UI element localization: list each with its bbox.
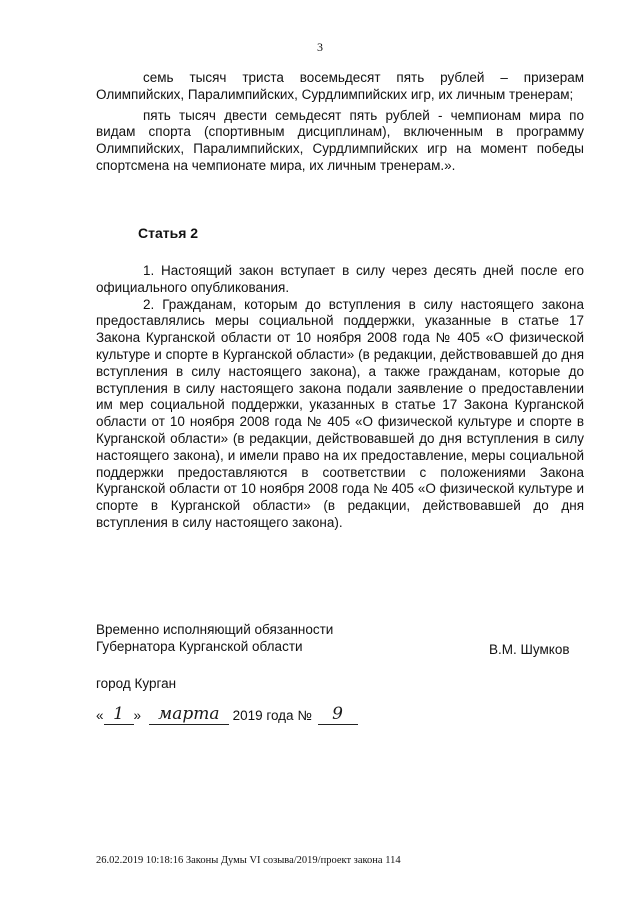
- date-month-handwritten: марта: [158, 704, 220, 724]
- article-paragraph-1: 1. Настоящий закон вступает в силу через десять дней после его официального опубликования.: [96, 263, 584, 295]
- intro-text: [96, 70, 584, 175]
- signatory-title-line-2: Губернатора Курганской области: [96, 638, 303, 654]
- date-close-quote: »: [133, 708, 142, 724]
- date-line: [96, 706, 358, 728]
- date-open-quote: «: [96, 708, 104, 724]
- page-number: 3: [317, 40, 323, 54]
- signatory-name: В.М. Шумков: [489, 642, 570, 657]
- signatory-title: [96, 622, 333, 656]
- law-number-handwritten: 9: [332, 704, 343, 724]
- article-body: [96, 263, 584, 532]
- footer-file-info: 26.02.2019 10:18:16 Законы Думы VI созыва/2019/проект закона 114: [96, 855, 401, 866]
- city-line: город Курган: [96, 676, 177, 691]
- signatory-title-line-1: Временно исполняющий обязанности: [96, 622, 334, 637]
- intro-line-2: пять тысяч двести семьдесят пять рублей - чемпионам мира по видам спорта (спортивным дисциплинам), включенным в программу Олимпийских, Паралимпийских, Сурдлимпийских игр на момент победы спортсмена на чемпионате мира, их личным тренерам.».: [96, 107, 584, 173]
- date-year-text: 2019 года №: [232, 708, 312, 724]
- date-day-handwritten: 1: [113, 704, 124, 724]
- intro-line-1: семь тысяч триста восемьдесят пять рублей – призерам Олимпийских, Паралимпийских, Сурдлимпийских игр, их личным тренерам;: [96, 70, 584, 102]
- article-heading: Статья 2: [138, 225, 199, 241]
- article-paragraph-2: 2. Гражданам, которым до вступления в силу настоящего закона предоставлялись меры социальной поддержки, указанные в статье 17 Закона Курганской области от 10 ноября 2008 года № 405 «О физической культуре и спорте в Курганской области» (в редакции, действовавшей до дня вступления в силу настоящего закона), а также гражданам, которые до вступления в силу настоящего закона подали заявление о предоставлении им мер социальной поддержки, указанных в статье 17 Закона Курганской области от 10 ноября 2008 года № 405 «О физической культуре и спорте в Курганской области» (в редакции, действовавшей до дня вступления в силу настоящего закона), и имели право на их предоставление, меры социальной поддержки предоставляются в соответствии с положениями Закона Курганской области от 10 ноября 2008 года № 405 «О физической культуре и спорте в Курганской области» (в редакции, действовавшей до дня вступления в силу настоящего закона).: [96, 296, 584, 530]
